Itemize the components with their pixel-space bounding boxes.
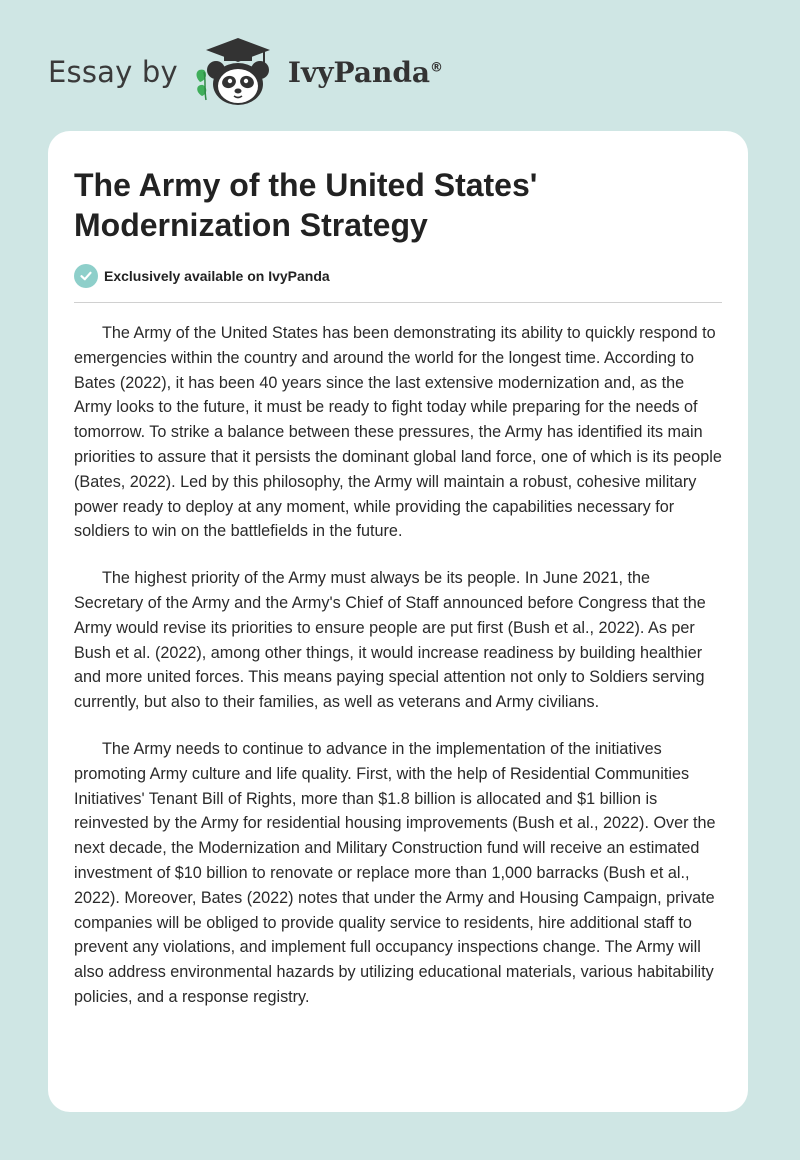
exclusive-badge — [74, 264, 722, 288]
paragraph: The highest priority of the Army must always be its people. In June 2021, the Secretary of the Army and the Army's Chief of Staff announced before Congress that the Army would revise its priorities to ensure people are put first (Bush et al., 2022). As per Bush et al. (2022), among other things, it would increase readiness by building healthier and more united forces. This means paying special attention not only to Soldiers serving currently, but also to their families, as well as veterans and Army civilians. — [74, 569, 706, 712]
panda-logo-icon — [192, 36, 284, 108]
site-header — [48, 36, 443, 108]
brand-name-text: IvyPanda — [287, 55, 431, 89]
essay-title: The Army of the United States' Modernization Strategy — [74, 167, 538, 243]
essay-by-label: Essay by — [48, 55, 178, 89]
registered-mark: ® — [430, 60, 444, 76]
divider — [74, 302, 722, 303]
check-icon — [74, 264, 98, 288]
paragraph: The Army of the United States has been demonstrating its ability to quickly respond to emergencies within the country and around the world for the longest time. According to Bates (2022), it has been 40 years since the last extensive modernization and, as the Army looks to the future, it must be ready to fight today while preparing for the needs of tomorrow. To strike a balance between these pressures, the Army has identified its main priorities to assure that it persists the dominant global land force, one of which is its people (Bates, 2022). Led by this philosophy, the Army will maintain a robust, cohesive military power ready to deploy at any moment, while providing the capabilities necessary for soldiers to win on the battlefields in the future. — [74, 324, 722, 541]
exclusive-badge-label: Exclusively available on IvyPanda — [104, 268, 330, 284]
essay-card — [48, 131, 748, 1112]
brand-name — [288, 56, 443, 89]
paragraph: The Army needs to continue to advance in the implementation of the initiatives promoting Army culture and life quality. First, with the help of Residential Communities Initiatives' Tenant Bill of Rights, more than $1.8 billion is allocated and $1 billion is reinvested by the Army for residential housing improvements (Bush et al., 2022). Over the next decade, the Modernization and Military Construction fund will receive an estimated investment of $10 billion to renovate or replace more than 1,000 barracks (Bush et al., 2022). Moreover, Bates (2022) notes that under the Army and Housing Campaign, private companies will be obliged to provide quality service to residents, hire additional staff to prevent any violations, and implement full occupancy inspections change. The Army will also address environmental hazards by utilizing educational materials, various habitability policies, and a response registry. — [74, 739, 716, 1006]
